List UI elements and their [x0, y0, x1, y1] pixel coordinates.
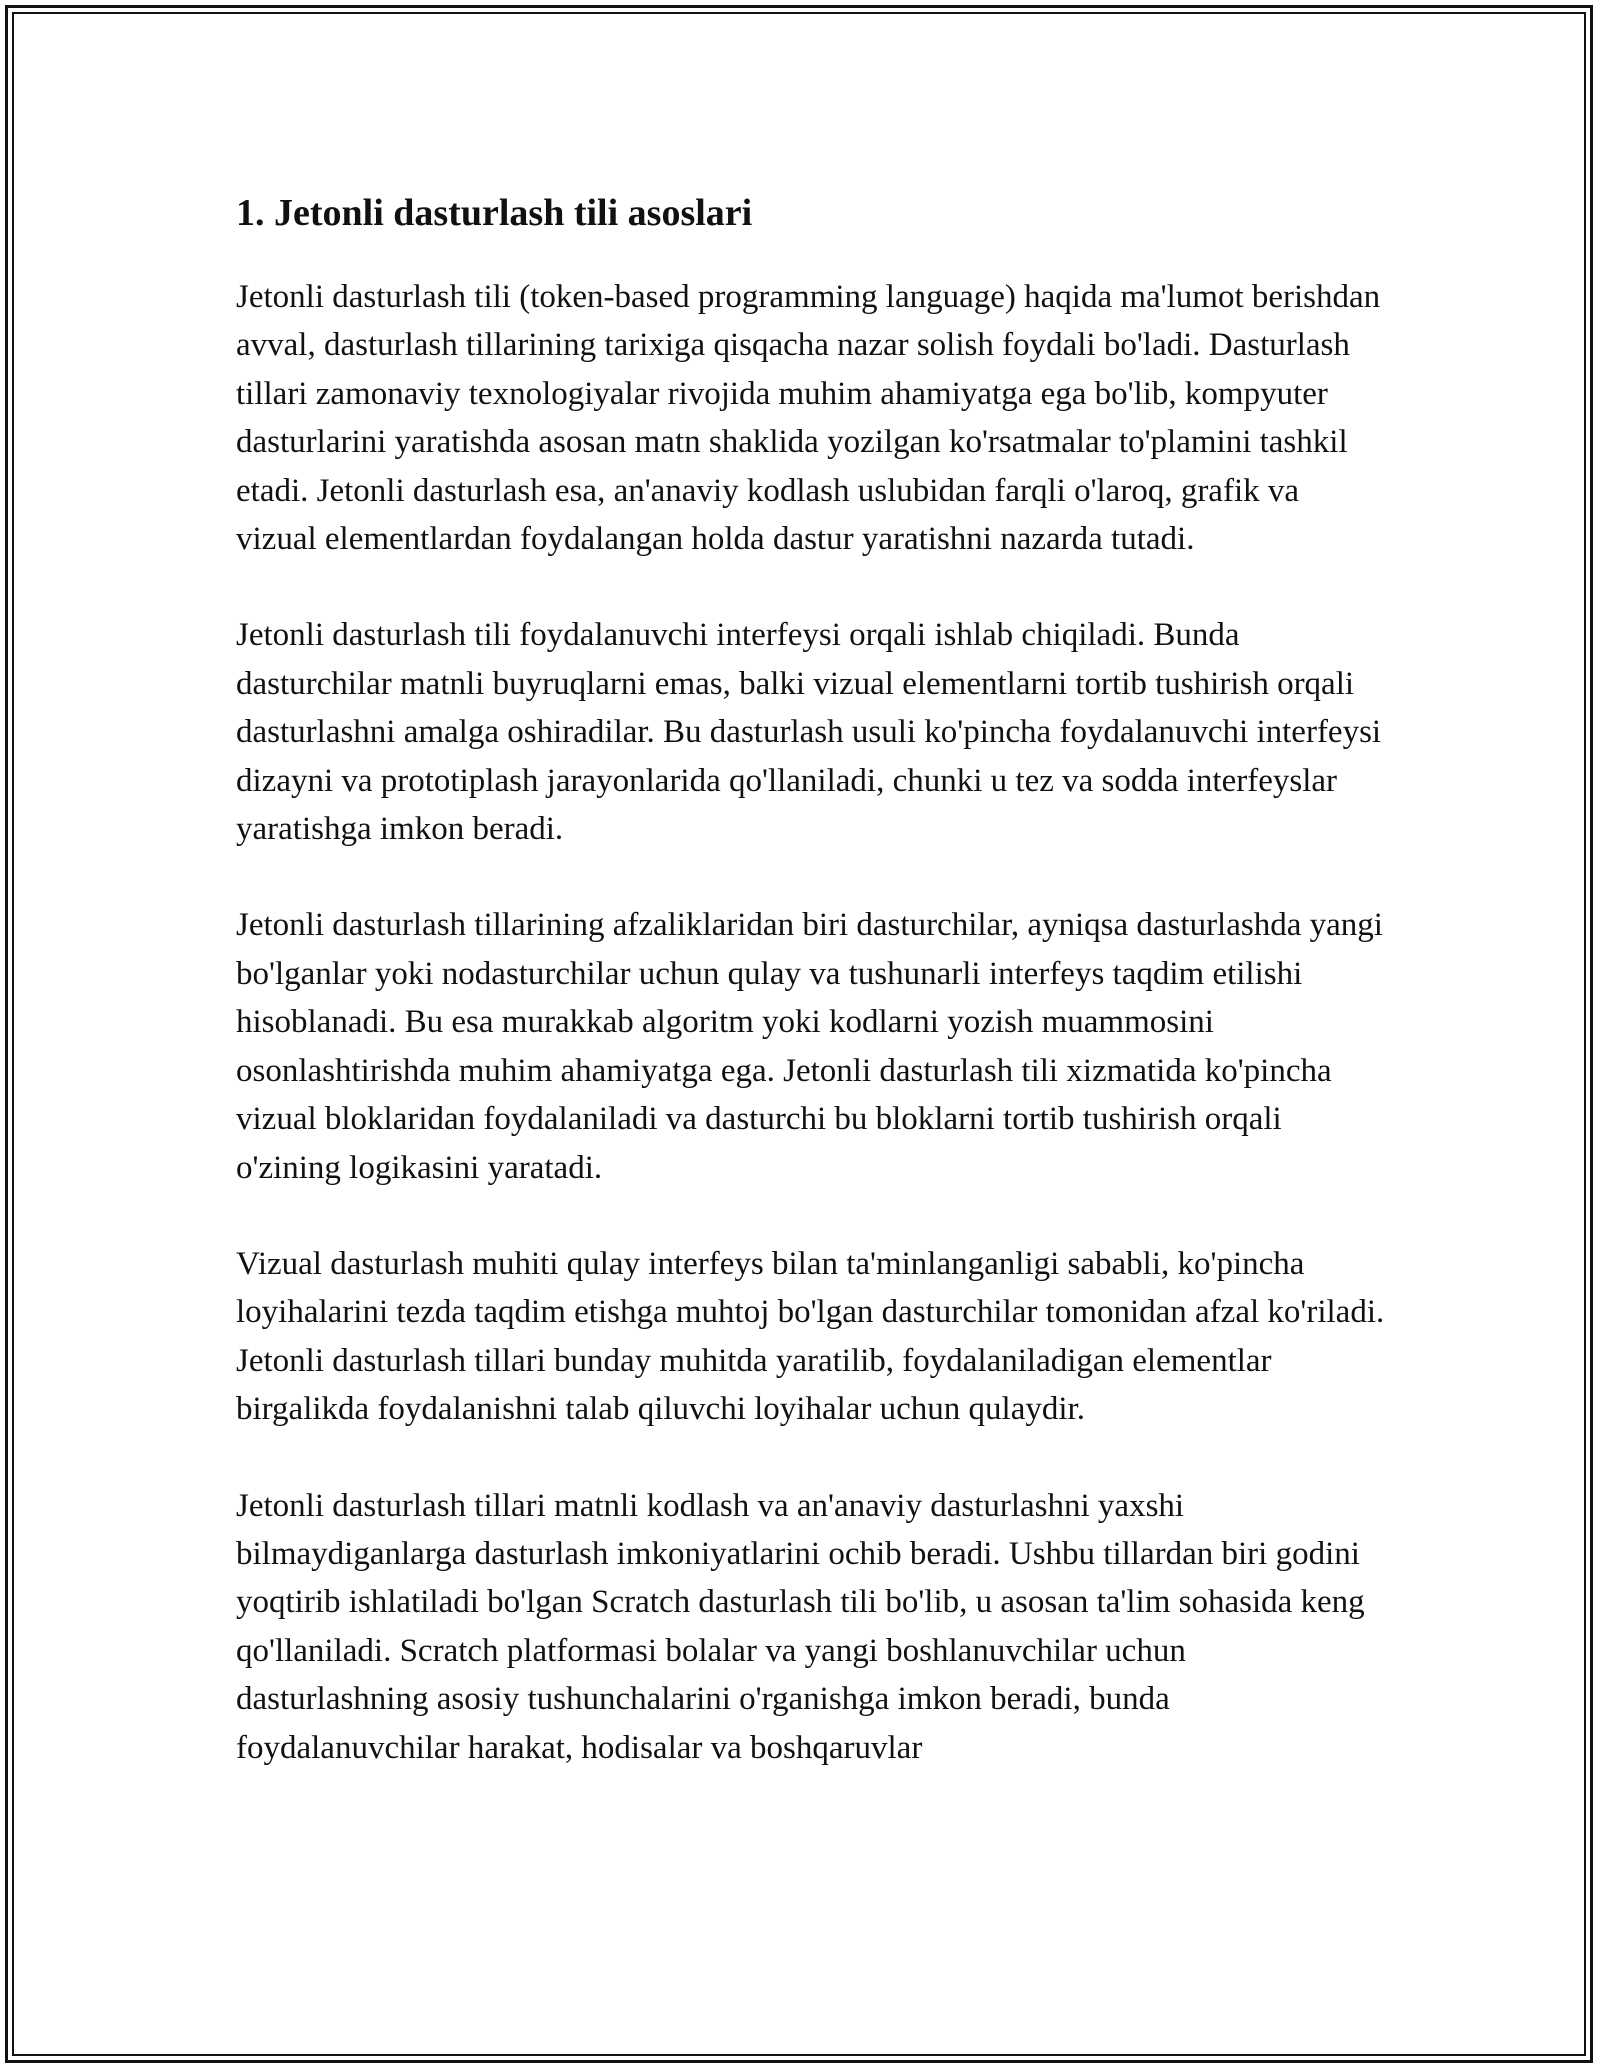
- paragraph-5: Jetonli dasturlash tillari matnli kodlash va an'anaviy dasturlashni yaxshi bilmaydiganlarga dasturlash imkoniyatlarini ochib beradi. Ushbu tillardan biri godini yoqtirib ishlatiladi bo'lgan Scratch dasturlash tili bo'lib, u asosan ta'lim sohasida keng qo'llaniladi. Scratch platformasi bolalar va yangi boshlanuvchilar uchun dasturlashning asosiy tushunchalarini o'rganishga imkon beradi, bunda foydalanuvchilar harakat, hodisalar va boshqaruvlar: [236, 1487, 1365, 1766]
- paragraph-3: Jetonli dasturlash tillarining afzaliklaridan biri dasturchilar, ayniqsa dasturlashda yangi bo'lganlar yoki nodasturchilar uchun qulay va tushunarli interfeys taqdim etilishi hisoblanadi. Bu esa murakkab algoritm yoki kodlarni yozish muammosini osonlashtirishda muhim ahamiyatga ega. Jetonli dasturlash tili xizmatida ko'pincha vizual bloklaridan foydalaniladi va dasturchi bu bloklarni tortib tushirish orqali o'zining logikasini yaratadi.: [236, 907, 1383, 1186]
- paragraph-1: Jetonli dasturlash tili (token-based programming language) haqida ma'lumot berishdan avval, dasturlash tillarining tarixiga qisqacha nazar solish foydali bo'ladi. Dasturlash tillari zamonaviy texnologiyalar rivojida muhim ahamiyatga ega bo'lib, kompyuter dasturlarini yaratishda asosan matn shaklida yozilgan ko'rsatmalar to'plamini tashkil etadi. Jetonli dasturlash esa, an'anaviy kodlash uslubidan farqli o'laroq, grafik va vizual elementlardan foydalangan holda dastur yaratishni nazarda tutadi.: [236, 279, 1381, 558]
- paragraph-2: Jetonli dasturlash tili foydalanuvchi interfeysi orqali ishlab chiqiladi. Bunda dasturchilar matnli buyruqlarni emas, balki vizual elementlarni tortib tushirish orqali dasturlashni amalga oshiradilar. Bu dasturlash usuli ko'pincha foydalanuvchi interfeysi dizayni va prototiplash jarayonlarida qo'llaniladi, chunki u tez va sodda interfeyslar yaratishga imkon beradi.: [236, 617, 1382, 848]
- section-heading: 1. Jetonli dasturlash tili asoslari: [236, 192, 753, 234]
- document-body: [236, 185, 1386, 1820]
- paragraph-4: Vizual dasturlash muhiti qulay interfeys bilan ta'minlanganligi sababli, ko'pincha loyihalarini tezda taqdim etishga muhtoj bo'lgan dasturchilar tomonidan afzal ko'riladi. Jetonli dasturlash tillari bunday muhitda yaratilib, foydalaniladigan elementlar birgalikda foydalanishni talab qiluvchi loyihalar uchun qulaydir.: [236, 1245, 1385, 1428]
